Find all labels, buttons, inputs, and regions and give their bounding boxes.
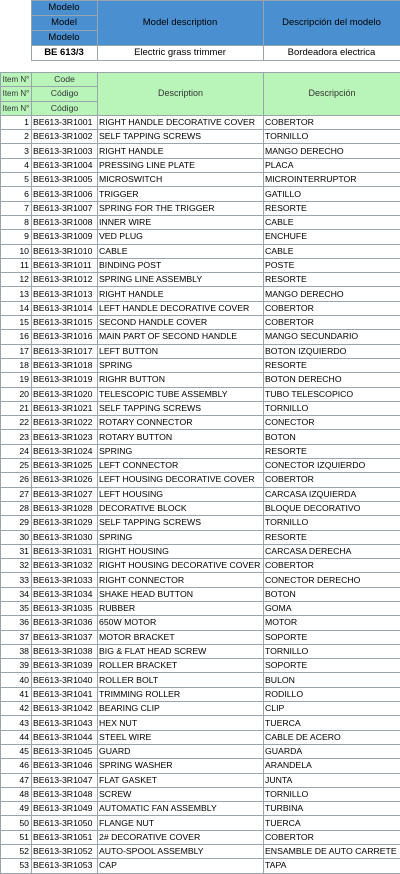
description-header[interactable]: Description — [98, 73, 264, 116]
descripcion-cell[interactable]: CONECTOR IZQUIERDO — [264, 459, 400, 473]
description-cell[interactable]: MOTOR BRACKET — [98, 630, 264, 644]
descripcion-cell[interactable]: BLOQUE DECORATIVO — [264, 501, 400, 515]
table-row — [1, 387, 400, 401]
description-cell[interactable]: LEFT HOUSING DECORATIVE COVER — [98, 473, 264, 487]
description-cell[interactable]: PRESSING LINE PLATE — [98, 158, 264, 172]
item-number-cell[interactable]: 52 — [1, 845, 32, 859]
item-number-cell[interactable]: 23 — [1, 430, 32, 444]
descripcion-cell[interactable]: MANGO SECUNDARIO — [264, 330, 400, 344]
item-number-cell[interactable]: 2 — [1, 130, 32, 144]
code-cell[interactable]: BE613-3R1025 — [32, 459, 98, 473]
table-row — [1, 473, 400, 487]
code-cell[interactable]: BE613-3R1033 — [32, 573, 98, 587]
item-number-cell[interactable]: 31 — [1, 544, 32, 558]
code-cell[interactable]: BE613-3R1021 — [32, 401, 98, 415]
description-cell[interactable]: ROTARY CONNECTOR — [98, 416, 264, 430]
code-cell[interactable]: BE613-3R1050 — [32, 816, 98, 830]
descripcion-cell[interactable]: MANGO DERECHO — [264, 144, 400, 158]
code-cell[interactable]: BE613-3R1019 — [32, 373, 98, 387]
table-row — [1, 201, 400, 215]
item-number-cell[interactable]: 36 — [1, 616, 32, 630]
descripcion-cell[interactable]: CONECTOR DERECHO — [264, 573, 400, 587]
descripcion-cell[interactable]: COBERTOR — [264, 473, 400, 487]
code-cell[interactable]: BE613-3R1037 — [32, 630, 98, 644]
descripcion-cell[interactable]: TORNILLO — [264, 130, 400, 144]
descripcion-cell[interactable]: TUERCA — [264, 816, 400, 830]
table-row — [1, 773, 400, 787]
code-cell[interactable]: BE613-3R1014 — [32, 301, 98, 315]
code-cell[interactable]: BE613-3R1018 — [32, 358, 98, 372]
descripcion-cell[interactable]: SOPORTE — [264, 659, 400, 673]
item-number-cell[interactable]: 28 — [1, 501, 32, 515]
item-number-cell[interactable]: 51 — [1, 830, 32, 844]
descripcion-cell[interactable]: TORNILLO — [264, 401, 400, 415]
code-cell[interactable]: BE613-3R1003 — [32, 144, 98, 158]
descripcion-cell[interactable]: CARCASA DERECHA — [264, 544, 400, 558]
table-row — [1, 601, 400, 615]
table-row — [1, 616, 400, 630]
description-cell[interactable]: MAIN PART OF SECOND HANDLE — [98, 330, 264, 344]
item-number-cell[interactable]: 50 — [1, 816, 32, 830]
code-cell[interactable]: BE613-3R1048 — [32, 787, 98, 801]
code-cell[interactable]: BE613-3R1040 — [32, 673, 98, 687]
blank-cell — [0, 46, 31, 61]
code-cell[interactable]: BE613-3R1052 — [32, 845, 98, 859]
descripcion-cell[interactable]: POSTE — [264, 258, 400, 272]
code-cell[interactable]: BE613-3R1047 — [32, 773, 98, 787]
descripcion-cell[interactable]: TUERCA — [264, 716, 400, 730]
descripcion-cell[interactable]: RESORTE — [264, 358, 400, 372]
item-number-cell[interactable]: 53 — [1, 859, 32, 873]
descripcion-cell[interactable]: ENSAMBLE DE AUTO CARRETE — [264, 845, 400, 859]
descripcion-cell[interactable]: BOTON — [264, 587, 400, 601]
item-number-cell[interactable]: 4 — [1, 158, 32, 172]
descripcion-cell[interactable]: MICROINTERRUPTOR — [264, 173, 400, 187]
table-row — [1, 158, 400, 172]
table-row — [1, 559, 400, 573]
item-number-cell[interactable]: 12 — [1, 273, 32, 287]
table-row — [1, 673, 400, 687]
blank-cell — [0, 16, 31, 31]
modelo-label[interactable]: Modelo — [31, 1, 97, 16]
table-row — [1, 759, 400, 773]
description-cell[interactable]: BEARING CLIP — [98, 702, 264, 716]
code-cell[interactable]: BE613-3R1053 — [32, 859, 98, 873]
item-number-cell[interactable]: 42 — [1, 702, 32, 716]
table-row — [1, 859, 400, 873]
table-row — [1, 358, 400, 372]
table-row — [1, 287, 400, 301]
code-cell[interactable]: BE613-3R1024 — [32, 444, 98, 458]
description-cell[interactable]: BIG & FLAT HEAD SCREW — [98, 644, 264, 658]
item-number-cell[interactable]: 8 — [1, 215, 32, 229]
table-row — [1, 115, 400, 129]
item-number-cell[interactable]: 18 — [1, 358, 32, 372]
descripcion-modelo-header[interactable]: Descripción del modelo — [263, 1, 400, 46]
item-no-header-2[interactable]: Item N° — [1, 87, 32, 101]
code-cell[interactable]: BE613-3R1030 — [32, 530, 98, 544]
table-row — [1, 687, 400, 701]
description-cell[interactable]: FLANGE NUT — [98, 816, 264, 830]
table-row — [1, 258, 400, 272]
description-cell[interactable]: RIGHR BUTTON — [98, 373, 264, 387]
descripcion-cell[interactable]: COBERTOR — [264, 830, 400, 844]
item-number-cell[interactable]: 32 — [1, 559, 32, 573]
descripcion-cell[interactable]: TORNILLO — [264, 787, 400, 801]
item-number-cell[interactable]: 48 — [1, 787, 32, 801]
description-cell[interactable]: TRIMMING ROLLER — [98, 687, 264, 701]
descripcion-cell[interactable]: CLIP — [264, 702, 400, 716]
item-number-cell[interactable]: 13 — [1, 287, 32, 301]
code-cell[interactable]: BE613-3R1039 — [32, 659, 98, 673]
item-number-cell[interactable]: 40 — [1, 673, 32, 687]
code-cell[interactable]: BE613-3R1049 — [32, 802, 98, 816]
description-cell[interactable]: SCREW — [98, 787, 264, 801]
descripcion-cell[interactable]: MANGO DERECHO — [264, 287, 400, 301]
item-number-cell[interactable]: 17 — [1, 344, 32, 358]
item-number-cell[interactable]: 6 — [1, 187, 32, 201]
item-number-cell[interactable]: 16 — [1, 330, 32, 344]
description-cell[interactable]: SHAKE HEAD BUTTON — [98, 587, 264, 601]
table-row — [1, 802, 400, 816]
code-cell[interactable]: BE613-3R1016 — [32, 330, 98, 344]
table-row — [1, 373, 400, 387]
description-cell[interactable]: LEFT HOUSING — [98, 487, 264, 501]
description-cell[interactable]: VED PLUG — [98, 230, 264, 244]
model-header-table — [0, 0, 400, 61]
descripcion-cell[interactable]: PLACA — [264, 158, 400, 172]
item-number-cell[interactable]: 22 — [1, 416, 32, 430]
item-number-cell[interactable]: 7 — [1, 201, 32, 215]
table-row — [1, 787, 400, 801]
code-cell[interactable]: BE613-3R1051 — [32, 830, 98, 844]
table-row — [1, 316, 400, 330]
descripcion-cell[interactable]: RODILLO — [264, 687, 400, 701]
code-cell[interactable]: BE613-3R1020 — [32, 387, 98, 401]
table-row — [1, 587, 400, 601]
code-cell[interactable]: BE613-3R1032 — [32, 559, 98, 573]
table-row — [1, 816, 400, 830]
descripcion-cell[interactable]: COBERTOR — [264, 301, 400, 315]
item-number-cell[interactable]: 11 — [1, 258, 32, 272]
item-number-cell[interactable]: 49 — [1, 802, 32, 816]
descripcion-cell[interactable]: TAPA — [264, 859, 400, 873]
description-cell[interactable]: CABLE — [98, 244, 264, 258]
model-description-header[interactable]: Model description — [97, 1, 263, 46]
descripcion-cell[interactable]: JUNTA — [264, 773, 400, 787]
description-cell[interactable]: 2# DECORATIVE COVER — [98, 830, 264, 844]
item-number-cell[interactable]: 20 — [1, 387, 32, 401]
descripcion-cell[interactable]: BULON — [264, 673, 400, 687]
descripcion-cell[interactable]: BOTON DERECHO — [264, 373, 400, 387]
descripcion-cell[interactable]: RESORTE — [264, 273, 400, 287]
table-row — [1, 487, 400, 501]
item-number-cell[interactable]: 33 — [1, 573, 32, 587]
description-cell[interactable]: LEFT CONNECTOR — [98, 459, 264, 473]
description-cell[interactable]: STEEL WIRE — [98, 730, 264, 744]
code-cell[interactable]: BE613-3R1002 — [32, 130, 98, 144]
descripcion-cell[interactable]: COBERTOR — [264, 115, 400, 129]
code-cell[interactable]: BE613-3R1035 — [32, 601, 98, 615]
description-cell[interactable]: CAP — [98, 859, 264, 873]
code-cell[interactable]: BE613-3R1041 — [32, 687, 98, 701]
descripcion-modelo-value[interactable]: Bordeadora electrica — [263, 46, 400, 61]
descripcion-cell[interactable]: TORNILLO — [264, 516, 400, 530]
item-no-header[interactable]: Item N° — [1, 73, 32, 87]
item-number-cell[interactable]: 27 — [1, 487, 32, 501]
description-cell[interactable]: HEX NUT — [98, 716, 264, 730]
blank-cell — [0, 31, 31, 46]
code-cell[interactable]: BE613-3R1038 — [32, 644, 98, 658]
item-number-cell[interactable]: 35 — [1, 601, 32, 615]
code-cell[interactable]: BE613-3R1023 — [32, 430, 98, 444]
code-cell[interactable]: BE613-3R1028 — [32, 501, 98, 515]
descripcion-cell[interactable]: RESORTE — [264, 444, 400, 458]
description-cell[interactable]: DECORATIVE BLOCK — [98, 501, 264, 515]
item-number-cell[interactable]: 44 — [1, 730, 32, 744]
descripcion-cell[interactable]: CABLE DE ACERO — [264, 730, 400, 744]
item-number-cell[interactable]: 39 — [1, 659, 32, 673]
item-number-cell[interactable]: 25 — [1, 459, 32, 473]
description-cell[interactable]: TRIGGER — [98, 187, 264, 201]
description-cell[interactable]: SPRING FOR THE TRIGGER — [98, 201, 264, 215]
table-row — [1, 702, 400, 716]
table-row — [1, 144, 400, 158]
item-number-cell[interactable]: 34 — [1, 587, 32, 601]
table-row — [1, 845, 400, 859]
description-cell[interactable]: LEFT BUTTON — [98, 344, 264, 358]
table-row — [1, 630, 400, 644]
table-row — [1, 430, 400, 444]
description-cell[interactable]: RIGHT HANDLE — [98, 287, 264, 301]
code-cell[interactable]: BE613-3R1044 — [32, 730, 98, 744]
description-cell[interactable]: ROLLER BRACKET — [98, 659, 264, 673]
item-number-cell[interactable]: 30 — [1, 530, 32, 544]
item-number-cell[interactable]: 21 — [1, 401, 32, 415]
descripcion-cell[interactable]: MOTOR — [264, 616, 400, 630]
description-cell[interactable]: ROTARY BUTTON — [98, 430, 264, 444]
description-cell[interactable]: MICROSWITCH — [98, 173, 264, 187]
descripcion-cell[interactable]: ENCHUFE — [264, 230, 400, 244]
table-row — [1, 530, 400, 544]
description-cell[interactable]: SPRING WASHER — [98, 759, 264, 773]
table-row — [1, 215, 400, 229]
code-cell[interactable]: BE613-3R1008 — [32, 215, 98, 229]
table-row — [1, 444, 400, 458]
table-row — [1, 516, 400, 530]
code-cell[interactable]: BE613-3R1046 — [32, 759, 98, 773]
item-number-cell[interactable]: 37 — [1, 630, 32, 644]
code-cell[interactable]: BE613-3R1004 — [32, 158, 98, 172]
item-number-cell[interactable]: 43 — [1, 716, 32, 730]
blank-cell — [0, 1, 31, 16]
code-cell[interactable]: BE613-3R1017 — [32, 344, 98, 358]
code-cell[interactable]: BE613-3R1007 — [32, 201, 98, 215]
item-number-cell[interactable]: 5 — [1, 173, 32, 187]
descripcion-cell[interactable]: GATILLO — [264, 187, 400, 201]
item-no-header-3[interactable]: Item N° — [1, 101, 32, 115]
description-cell[interactable]: SPRING — [98, 444, 264, 458]
code-cell[interactable]: BE613-3R1001 — [32, 115, 98, 129]
code-cell[interactable]: BE613-3R1005 — [32, 173, 98, 187]
item-number-cell[interactable]: 10 — [1, 244, 32, 258]
model-label[interactable]: Model — [31, 16, 97, 31]
parts-table — [0, 72, 400, 874]
description-cell[interactable]: RIGHT HOUSING — [98, 544, 264, 558]
description-cell[interactable]: ROLLER BOLT — [98, 673, 264, 687]
table-row — [1, 730, 400, 744]
item-number-cell[interactable]: 19 — [1, 373, 32, 387]
description-cell[interactable]: GUARD — [98, 744, 264, 758]
description-cell[interactable]: RIGHT CONNECTOR — [98, 573, 264, 587]
description-cell[interactable]: RIGHT HANDLE — [98, 144, 264, 158]
table-row — [1, 130, 400, 144]
descripcion-cell[interactable]: SOPORTE — [264, 630, 400, 644]
table-row — [1, 573, 400, 587]
code-cell[interactable]: BE613-3R1029 — [32, 516, 98, 530]
code-cell[interactable]: BE613-3R1022 — [32, 416, 98, 430]
code-cell[interactable]: BE613-3R1009 — [32, 230, 98, 244]
code-cell[interactable]: BE613-3R1006 — [32, 187, 98, 201]
descripcion-cell[interactable]: RESORTE — [264, 530, 400, 544]
description-cell[interactable]: SPRING LINE ASSEMBLY — [98, 273, 264, 287]
item-number-cell[interactable]: 3 — [1, 144, 32, 158]
table-row — [1, 544, 400, 558]
table-row — [1, 244, 400, 258]
code-header[interactable]: Code — [32, 73, 98, 87]
item-number-cell[interactable]: 14 — [1, 301, 32, 315]
model-description-value[interactable]: Electric grass trimmer — [97, 46, 263, 61]
table-row — [1, 187, 400, 201]
descripcion-cell[interactable]: GOMA — [264, 601, 400, 615]
descripcion-header[interactable]: Descripción — [264, 73, 400, 116]
code-cell[interactable]: BE613-3R1043 — [32, 716, 98, 730]
description-cell[interactable]: LEFT HANDLE DECORATIVE COVER — [98, 301, 264, 315]
table-row — [1, 716, 400, 730]
description-cell[interactable]: SELF TAPPING SCREWS — [98, 401, 264, 415]
item-number-cell[interactable]: 46 — [1, 759, 32, 773]
description-cell[interactable]: 650W MOTOR — [98, 616, 264, 630]
item-number-cell[interactable]: 29 — [1, 516, 32, 530]
item-number-cell[interactable]: 38 — [1, 644, 32, 658]
descripcion-cell[interactable]: GUARDA — [264, 744, 400, 758]
table-row — [1, 644, 400, 658]
description-cell[interactable]: BINDING POST — [98, 258, 264, 272]
descripcion-cell[interactable]: COBERTOR — [264, 316, 400, 330]
description-cell[interactable]: SPRING — [98, 530, 264, 544]
description-cell[interactable]: SELF TAPPING SCREWS — [98, 130, 264, 144]
table-row — [1, 744, 400, 758]
table-row — [1, 416, 400, 430]
table-row — [1, 230, 400, 244]
description-cell[interactable]: SECOND HANDLE COVER — [98, 316, 264, 330]
description-cell[interactable]: RIGHT HANDLE DECORATIVE COVER — [98, 115, 264, 129]
code-cell[interactable]: BE613-3R1034 — [32, 587, 98, 601]
code-cell[interactable]: BE613-3R1045 — [32, 744, 98, 758]
table-row — [1, 301, 400, 315]
descripcion-cell[interactable]: RESORTE — [264, 201, 400, 215]
item-number-cell[interactable]: 9 — [1, 230, 32, 244]
table-row — [1, 330, 400, 344]
model-value[interactable]: BE 613/3 — [31, 46, 97, 61]
modelo-label-2[interactable]: Modelo — [31, 31, 97, 46]
item-number-cell[interactable]: 26 — [1, 473, 32, 487]
description-cell[interactable]: AUTOMATIC FAN ASSEMBLY — [98, 802, 264, 816]
code-cell[interactable]: BE613-3R1015 — [32, 316, 98, 330]
table-row — [1, 273, 400, 287]
description-cell[interactable]: RIGHT HOUSING DECORATIVE COVER — [98, 559, 264, 573]
descripcion-cell[interactable]: CARCASA IZQUIERDA — [264, 487, 400, 501]
descripcion-cell[interactable]: BOTON IZQUIERDO — [264, 344, 400, 358]
code-cell[interactable]: BE613-3R1036 — [32, 616, 98, 630]
descripcion-cell[interactable]: ARANDELA — [264, 759, 400, 773]
table-row — [1, 344, 400, 358]
description-cell[interactable]: AUTO-SPOOL ASSEMBLY — [98, 845, 264, 859]
table-row — [1, 459, 400, 473]
codigo-header-2[interactable]: Código — [32, 101, 98, 115]
item-number-cell[interactable]: 15 — [1, 316, 32, 330]
code-cell[interactable]: BE613-3R1027 — [32, 487, 98, 501]
code-cell[interactable]: BE613-3R1011 — [32, 258, 98, 272]
descripcion-cell[interactable]: CONECTOR — [264, 416, 400, 430]
description-cell[interactable]: INNER WIRE — [98, 215, 264, 229]
code-cell[interactable]: BE613-3R1012 — [32, 273, 98, 287]
item-number-cell[interactable]: 24 — [1, 444, 32, 458]
table-row — [1, 501, 400, 515]
table-row — [1, 173, 400, 187]
description-cell[interactable]: SPRING — [98, 358, 264, 372]
descripcion-cell[interactable]: COBERTOR — [264, 559, 400, 573]
code-cell[interactable]: BE613-3R1026 — [32, 473, 98, 487]
description-cell[interactable]: TELESCOPIC TUBE ASSEMBLY — [98, 387, 264, 401]
code-cell[interactable]: BE613-3R1010 — [32, 244, 98, 258]
descripcion-cell[interactable]: BOTON — [264, 430, 400, 444]
descripcion-cell[interactable]: TURBINA — [264, 802, 400, 816]
code-cell[interactable]: BE613-3R1013 — [32, 287, 98, 301]
descripcion-cell[interactable]: CABLE — [264, 215, 400, 229]
item-number-cell[interactable]: 45 — [1, 744, 32, 758]
descripcion-cell[interactable]: CABLE — [264, 244, 400, 258]
table-row — [1, 830, 400, 844]
item-number-cell[interactable]: 41 — [1, 687, 32, 701]
item-number-cell[interactable]: 47 — [1, 773, 32, 787]
description-cell[interactable]: RUBBER — [98, 601, 264, 615]
codigo-header[interactable]: Código — [32, 87, 98, 101]
description-cell[interactable]: SELF TAPPING SCREWS — [98, 516, 264, 530]
code-cell[interactable]: BE613-3R1042 — [32, 702, 98, 716]
descripcion-cell[interactable]: TORNILLO — [264, 644, 400, 658]
table-row — [1, 659, 400, 673]
descripcion-cell[interactable]: TUBO TELESCOPICO — [264, 387, 400, 401]
description-cell[interactable]: FLAT GASKET — [98, 773, 264, 787]
item-number-cell[interactable]: 1 — [1, 115, 32, 129]
table-row — [1, 401, 400, 415]
code-cell[interactable]: BE613-3R1031 — [32, 544, 98, 558]
